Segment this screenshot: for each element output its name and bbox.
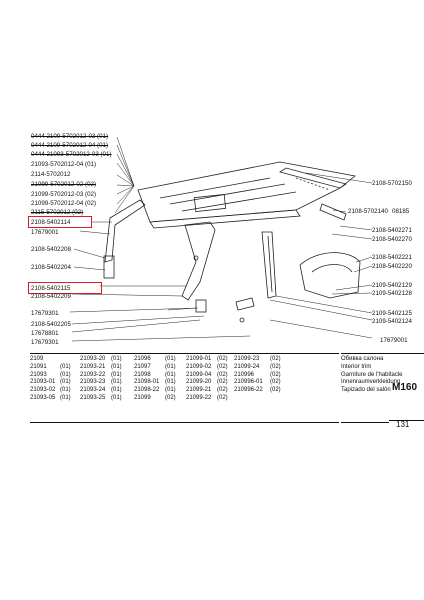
part-label-6: 21099-5702012-03 (02): [31, 191, 97, 198]
models-table: [30, 353, 339, 423]
description-block: [341, 353, 403, 423]
models-col-0: [30, 356, 71, 403]
model-row: 21096 (01): [134, 356, 176, 362]
part-label-right-4: 2108-5402270: [372, 236, 412, 243]
model-row: 21099-04 (02): [186, 371, 228, 378]
part-label-3: 21093-5702012-04 (01): [31, 161, 97, 168]
model-row: 210996-01 (02): [234, 379, 281, 386]
desc-fr: Garniture de l'habitacle: [341, 371, 403, 378]
model-row: 2109: [30, 356, 44, 362]
roof-lining-shape: [138, 162, 355, 222]
model-row: 210996 (02): [234, 371, 281, 378]
part-label-right-9: 2109-5402125: [372, 310, 412, 317]
model-row: 21097 (01): [134, 363, 176, 370]
part-label-right-7: 2109-5402129: [372, 282, 412, 289]
part-label-right-1: 2108-5702140: [348, 208, 388, 215]
highlight-label-1: 2108-5402114: [31, 219, 71, 226]
model-row: 21099-21 (02): [186, 387, 228, 394]
models-col-2: [134, 356, 176, 403]
desc-es: Tapizado del salón: [341, 387, 391, 394]
model-row: 21099-23 (02): [234, 356, 281, 362]
part-label-right-5: 2108-5402221: [372, 254, 412, 261]
model-row: 21098-01 (01): [134, 379, 176, 386]
part-label-0: 0444 2109-5702012-03 (01): [31, 133, 109, 140]
part-label-right-8: 2109-5402128: [372, 290, 412, 297]
section-code: M160: [389, 353, 424, 421]
highlight-label-2: 2108-5402115: [31, 285, 71, 292]
part-label-misc-2: 2108-5402204: [31, 264, 71, 271]
part-label-5: 21099-5702012-02 (02): [31, 181, 97, 188]
model-row: 21099-01 (02): [186, 356, 228, 362]
model-row: 21099-24 (02): [234, 363, 281, 370]
part-label-misc-6: 17678801: [31, 330, 59, 337]
model-row: 21099-20 (02): [186, 379, 228, 386]
model-row: 21098 (01): [134, 371, 176, 378]
page-number: 131: [396, 420, 410, 429]
model-row: 21091 (01): [30, 363, 71, 370]
windscreen-pillar-shape: [105, 200, 145, 262]
part-label-misc-0: 17679001: [31, 229, 59, 236]
part-label-right-3: 2108-5402271: [372, 227, 412, 234]
model-row: 21093-25 (01): [80, 394, 122, 401]
desc-en: Interior trim: [341, 363, 372, 370]
part-label-4: 2114-5702012: [31, 171, 71, 178]
model-row: 21093-22 (01): [80, 371, 122, 378]
part-label-misc-5: 2108-5402205: [31, 321, 71, 328]
desc-de: Innenraumverkleidung: [341, 379, 401, 386]
part-label-misc-7: 17679301: [31, 339, 59, 346]
part-label-misc-4: 17679301: [31, 310, 59, 317]
part-label-right-10: 2109-5402124: [372, 318, 412, 325]
model-row: 21098-22 (01): [134, 387, 176, 394]
part-label-right-2: 08185: [392, 208, 410, 215]
model-row: 21093-24 (01): [80, 387, 122, 394]
model-row: 21093-20 (01): [80, 356, 122, 362]
part-label-1: 0444 2109-5702012-04 (01): [31, 142, 109, 149]
model-row: 21093-21 (01): [80, 363, 122, 370]
model-row: 21093 (01): [30, 371, 71, 378]
b-pillar-shape: [182, 222, 215, 300]
part-label-right-0: 2108-5702150: [372, 180, 412, 187]
roof-strip-shape: [280, 168, 346, 188]
part-label-2: 0444 21093-5702012-03 (01): [31, 151, 112, 158]
model-row: 21093-01 (01): [30, 379, 71, 386]
part-label-right-11: 17679001: [380, 337, 408, 344]
desc-ru: Обивка салона: [341, 356, 384, 362]
models-col-3: [186, 356, 228, 403]
model-row: 21093-05 (01): [30, 394, 71, 401]
model-row: 21099-02 (02): [186, 363, 228, 370]
model-row: 210996-22 (02): [234, 387, 281, 394]
part-label-misc-1: 2108-5402208: [31, 246, 71, 253]
wheel-arch-shape: [300, 253, 360, 298]
part-label-8: 2115-5702012 (02): [31, 209, 84, 216]
part-label-misc-3: 2108-5402209: [31, 293, 71, 300]
model-row: 21099-22 (02): [186, 394, 228, 401]
part-label-right-6: 2108-5402220: [372, 263, 412, 270]
model-row: 21093-02 (01): [30, 387, 71, 394]
model-row: 21099 (02): [134, 394, 176, 401]
c-pillar-shape: [262, 232, 276, 298]
model-row: 21093-23 (01): [80, 379, 122, 386]
models-col-1: [80, 356, 122, 403]
models-col-4: [234, 356, 281, 395]
part-label-7: 21099-5702012-04 (02): [31, 200, 97, 207]
